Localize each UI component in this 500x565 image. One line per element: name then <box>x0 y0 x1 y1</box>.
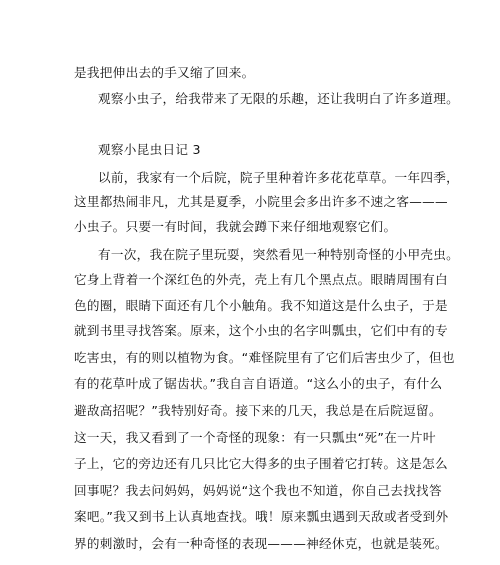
paragraph-end-line: 是我把伸出去的手又缩了回来。 <box>74 65 255 80</box>
paragraph-2-line-1: 有一次，我在院子里玩耍，突然看见一种特别奇怪的小甲壳虫。 <box>98 247 460 262</box>
paragraph-1-line-2: 这里都热闹非凡，尤其是夏季，小院里会多出许多不速之客——— <box>74 194 448 209</box>
paragraph-2-line-4: 就到书里寻找答案。原来，这个小虫的名字叫瓢虫，它们中有的专 <box>74 323 448 338</box>
paragraph-2-line-3: 色的圈，眼睛下面还有几个小触角。我不知道这是什么虫子，于是 <box>74 298 448 313</box>
paragraph-2-line-6: 有的花草叶成了锯齿状。”我自言自语道。“这么小的虫子，有什么 <box>74 376 443 391</box>
paragraph-2-line-5: 吃害虫，有的则以植物为食。“难怪院里有了它们后害虫少了，但也 <box>74 350 455 365</box>
diary-heading: 观察小昆虫日记 3 <box>98 142 201 157</box>
paragraph-1-line-1: 以前，我家有一个后院，院子里种着许多花花草草。一年四季， <box>98 170 460 185</box>
paragraph-1-line-3: 小虫子。只要一有时间，我就会蹲下来仔细地观察它们。 <box>74 219 397 234</box>
paragraph-2-line-12: 界的刺激时，会有一种奇怪的表现———神经休克，也就是装死。 <box>74 536 448 551</box>
paragraph-2-line-10: 回事呢？我去问妈妈，妈妈说“这个我也不知道，你自己去找找答 <box>74 483 442 498</box>
paragraph-2-line-8: 这一天，我又看到了一个奇怪的现象：有一只瓢虫“死”在一片叶 <box>74 430 436 445</box>
paragraph-2-line-11: 案吧。”我又到书上认真地查找。哦！原来瓢虫遇到天敌或者受到外 <box>74 509 449 524</box>
paragraph-2-line-7: 避敌高招呢？”我特别好奇。接下来的几天，我总是在后院逗留。 <box>74 403 442 418</box>
paragraph-2-line-2: 它身上背着一个深红色的外壳，壳上有几个黑点点。眼睛周围有白 <box>74 272 448 287</box>
conclusion-paragraph: 观察小虫子，给我带来了无限的乐趣，还让我明白了许多道理。 <box>98 91 460 106</box>
paragraph-2-line-9: 子上，它的旁边还有几只比它大得多的虫子围着它打转。这是怎么 <box>74 456 448 471</box>
